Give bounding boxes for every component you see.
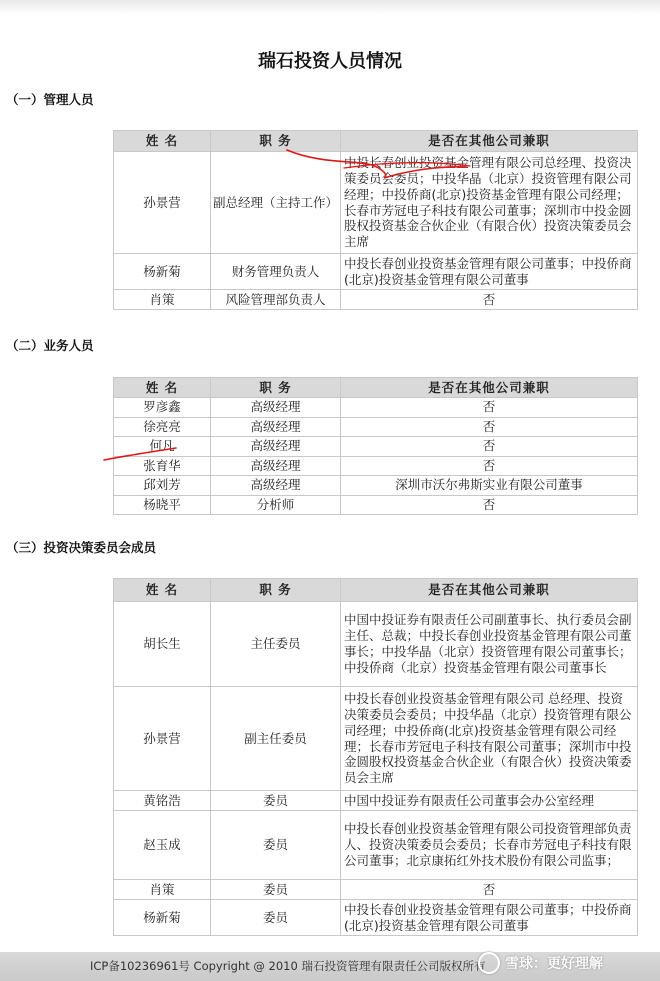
table-row (114, 152, 638, 254)
table-row (114, 602, 638, 687)
cell-parttime: 中国中投证券有限责任公司副董事长、执行委员会副主任、总裁；中投长春创业投资基金管理有限公司董事长；中投华晶（北京）投资管理有限公司董事长；中投侨商（北京）投资基金管理有限公司董事长 (341, 602, 638, 687)
cell-name: 孙景营 (114, 152, 211, 254)
column-header-parttime: 是否在其他公司兼职 (341, 579, 638, 602)
table-row (114, 456, 638, 476)
cell-role: 委员 (211, 900, 341, 936)
footer-copyright: ICP备10236961号 Copyright @ 2010 瑞石投资管理有限责任公司版权所有 (90, 959, 486, 973)
cell-role: 高级经理 (211, 476, 341, 496)
column-header-name: 姓 名 (114, 378, 211, 398)
column-header-parttime: 是否在其他公司兼职 (341, 378, 638, 398)
column-header-role: 职 务 (211, 378, 341, 398)
committee-table (113, 578, 638, 936)
cell-parttime: 中投长春创业投资基金管理有限公司董事；中投侨商(北京)投资基金管理有限公司董事 (341, 254, 638, 290)
table-row (114, 476, 638, 496)
cell-parttime: 否 (341, 456, 638, 476)
cell-name: 杨新菊 (114, 254, 211, 290)
cell-role: 高级经理 (211, 398, 341, 418)
cell-parttime: 否 (341, 437, 638, 457)
cell-name: 肖策 (114, 290, 211, 310)
cell-parttime: 深圳市沃尔弗斯实业有限公司董事 (341, 476, 638, 496)
column-header-role: 职 务 (211, 579, 341, 602)
table-header-row (114, 579, 638, 602)
table-header-row (114, 131, 638, 152)
table-row (114, 290, 638, 310)
table-header-row (114, 378, 638, 398)
cell-role: 主任委员 (211, 602, 341, 687)
cell-name: 杨晓平 (114, 495, 211, 515)
cell-role: 委员 (211, 880, 341, 900)
cell-parttime: 中投长春创业投资基金管理有限公司董事；中投侨商(北京)投资基金管理有限公司董事 (341, 900, 638, 936)
cell-name: 肖策 (114, 880, 211, 900)
column-header-role: 职 务 (211, 131, 341, 152)
cell-parttime: 中投长春创业投资基金管理有限公司总经理、投资决策委员会委员；中投华晶（北京）投资管理有限公司经理；中投侨商(北京)投资基金管理有限公司经理；长春市芳冠电子科技有限公司董事；深圳市中投金圆股权投资基金合伙企业（有限合伙）投资决策委员会主席 (341, 152, 638, 254)
table-row (114, 791, 638, 811)
cell-parttime: 否 (341, 290, 638, 310)
cell-name: 孙景营 (114, 687, 211, 791)
section-heading-committee: （三）投资决策委员会成员 (6, 540, 157, 555)
top-shadow (0, 0, 660, 14)
section-heading-business: （二）业务人员 (6, 338, 94, 353)
cell-name: 徐亮亮 (114, 417, 211, 437)
snowball-logo-icon (478, 952, 500, 974)
cell-role: 高级经理 (211, 437, 341, 457)
table-row (114, 687, 638, 791)
table-row (114, 437, 638, 457)
cell-name: 黄铭浩 (114, 791, 211, 811)
cell-parttime: 中投长春创业投资基金管理有限公司 总经理、投资决策委员会委员；中投华晶（北京）投资管理有限公司经理；中投侨商(北京)投资基金管理有限公司经理；长春市芳冠电子科技有限公司董事；深圳市中投金圆股权投资基金合伙企业（有限合伙）投资决策委员会主席 (341, 687, 638, 791)
management-table (113, 130, 638, 310)
cell-name: 杨新菊 (114, 900, 211, 936)
column-header-name: 姓 名 (114, 131, 211, 152)
cell-role: 高级经理 (211, 417, 341, 437)
table-row (114, 811, 638, 880)
table-row (114, 398, 638, 418)
column-header-parttime: 是否在其他公司兼职 (341, 131, 638, 152)
cell-role: 高级经理 (211, 456, 341, 476)
watermark-text: 雪球：更好理解 (505, 956, 603, 972)
cell-role: 副主任委员 (211, 687, 341, 791)
cell-name: 胡长生 (114, 602, 211, 687)
business-table (113, 377, 638, 515)
section-heading-management: （一）管理人员 (6, 92, 94, 107)
cell-parttime: 中国中投证券有限责任公司董事会办公室经理 (341, 791, 638, 811)
cell-parttime: 否 (341, 417, 638, 437)
cell-parttime: 否 (341, 880, 638, 900)
cell-parttime: 否 (341, 495, 638, 515)
table-row (114, 880, 638, 900)
table-row (114, 417, 638, 437)
cell-parttime: 否 (341, 398, 638, 418)
table-row (114, 495, 638, 515)
column-header-name: 姓 名 (114, 579, 211, 602)
cell-role: 委员 (211, 811, 341, 880)
cell-name: 邱刘芳 (114, 476, 211, 496)
page-title: 瑞石投资人员情况 (258, 51, 402, 72)
cell-role: 风险管理部负责人 (211, 290, 341, 310)
cell-role: 分析师 (211, 495, 341, 515)
watermark (478, 952, 603, 974)
table-row (114, 254, 638, 290)
cell-role: 委员 (211, 791, 341, 811)
cell-parttime: 中投长春创业投资基金管理有限公司投资管理部负责人、投资决策委员会委员；长春市芳冠电子科技有限公司董事；北京康拓红外技术股份有限公司监事； (341, 811, 638, 880)
cell-name: 罗彦鑫 (114, 398, 211, 418)
cell-role: 财务管理负责人 (211, 254, 341, 290)
table-row (114, 900, 638, 936)
cell-name: 赵玉成 (114, 811, 211, 880)
cell-role: 副总经理（主持工作） (211, 152, 341, 254)
cell-name: 何凡 (114, 437, 211, 457)
cell-name: 张育华 (114, 456, 211, 476)
